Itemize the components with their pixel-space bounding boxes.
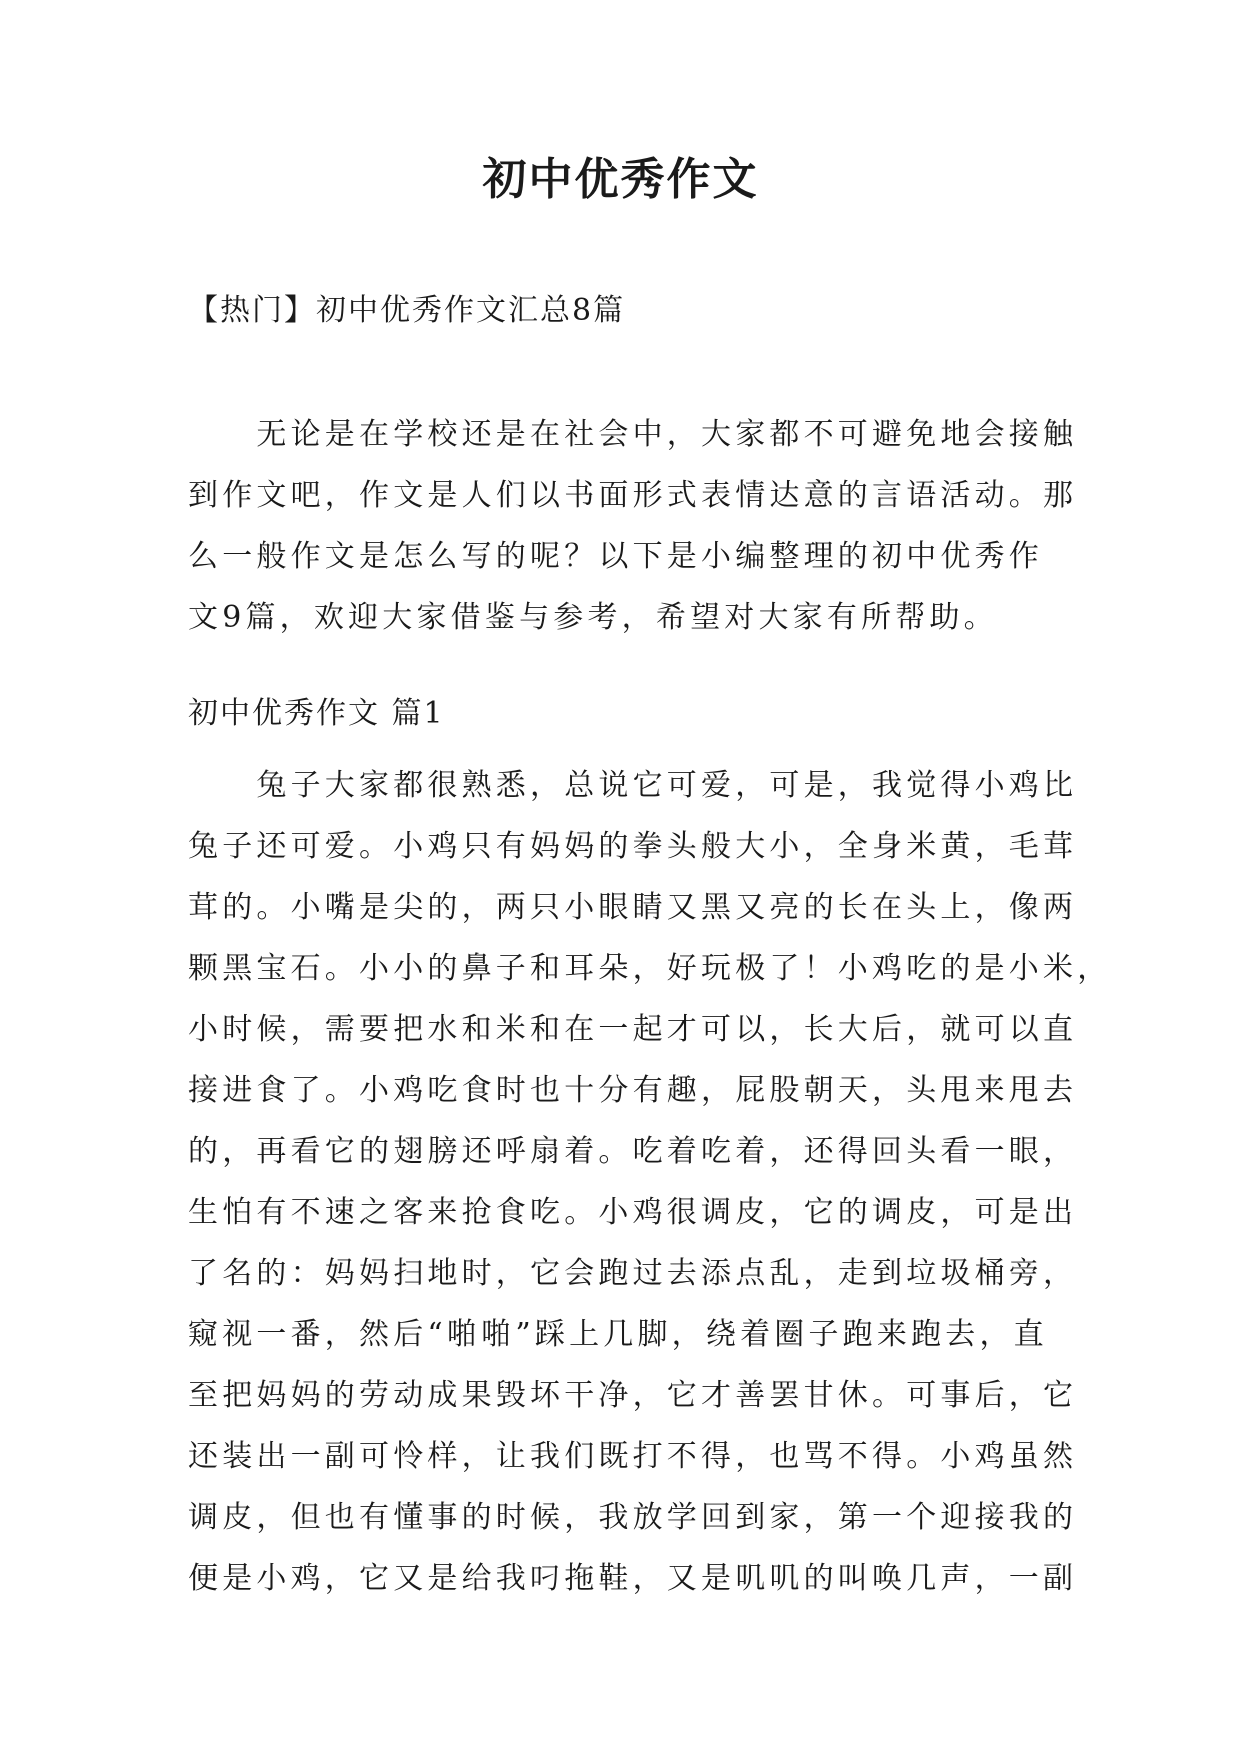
intro-line: 么一般作文是怎么写的呢？以下是小编整理的初中优秀作: [188, 539, 1043, 574]
body-line: 兔子还可爱。小鸡只有妈妈的拳头般大小，全身米黄，毛茸: [188, 829, 1078, 864]
document-subtitle: 【热门】初中优秀作文汇总8篇: [188, 293, 626, 328]
intro-line: 无论是在学校还是在社会中，大家都不可避免地会接触: [188, 417, 1078, 452]
intro-paragraph: [188, 404, 1078, 648]
intro-line: 文9篇，欢迎大家借鉴与参考，希望对大家有所帮助。: [188, 600, 998, 635]
body-line: 的，再看它的翅膀还呼扇着。吃着吃着，还得回头看一眼，: [188, 1134, 1078, 1169]
body-line: 了名的：妈妈扫地时，它会跑过去添点乱，走到垃圾桶旁，: [188, 1256, 1078, 1291]
body-line: 颗黑宝石。小小的鼻子和耳朵，好玩极了！小鸡吃的是小米，: [188, 951, 1112, 986]
body-line: 茸的。小嘴是尖的，两只小眼睛又黑又亮的长在头上，像两: [188, 890, 1078, 925]
body-line: 便是小鸡，它又是给我叼拖鞋，又是叽叽的叫唤几声，一副: [188, 1561, 1078, 1596]
body-line: 小时候，需要把水和米和在一起才可以，长大后，就可以直: [188, 1012, 1078, 1047]
essay-body-paragraph: [188, 755, 1112, 1609]
body-line: 生怕有不速之客来抢食吃。小鸡很调皮，它的调皮，可是出: [188, 1195, 1078, 1230]
section-heading: 初中优秀作文 篇1: [188, 696, 445, 731]
body-line: 兔子大家都很熟悉，总说它可爱，可是，我觉得小鸡比: [188, 768, 1078, 803]
body-line: 调皮，但也有懂事的时候，我放学回到家，第一个迎接我的: [188, 1500, 1078, 1535]
intro-line: 到作文吧，作文是人们以书面形式表情达意的言语活动。那: [188, 478, 1078, 513]
body-line: 还装出一副可怜样，让我们既打不得，也骂不得。小鸡虽然: [188, 1439, 1078, 1474]
body-line: 接进食了。小鸡吃食时也十分有趣，屁股朝天，头甩来甩去: [188, 1073, 1078, 1108]
body-line: 窥视一番，然后“啪啪”踩上几脚，绕着圈子跑来跑去，直: [188, 1317, 1048, 1352]
document-title: 初中优秀作文: [482, 154, 759, 205]
body-line: 至把妈妈的劳动成果毁坏干净，它才善罢甘休。可事后，它: [188, 1378, 1078, 1413]
